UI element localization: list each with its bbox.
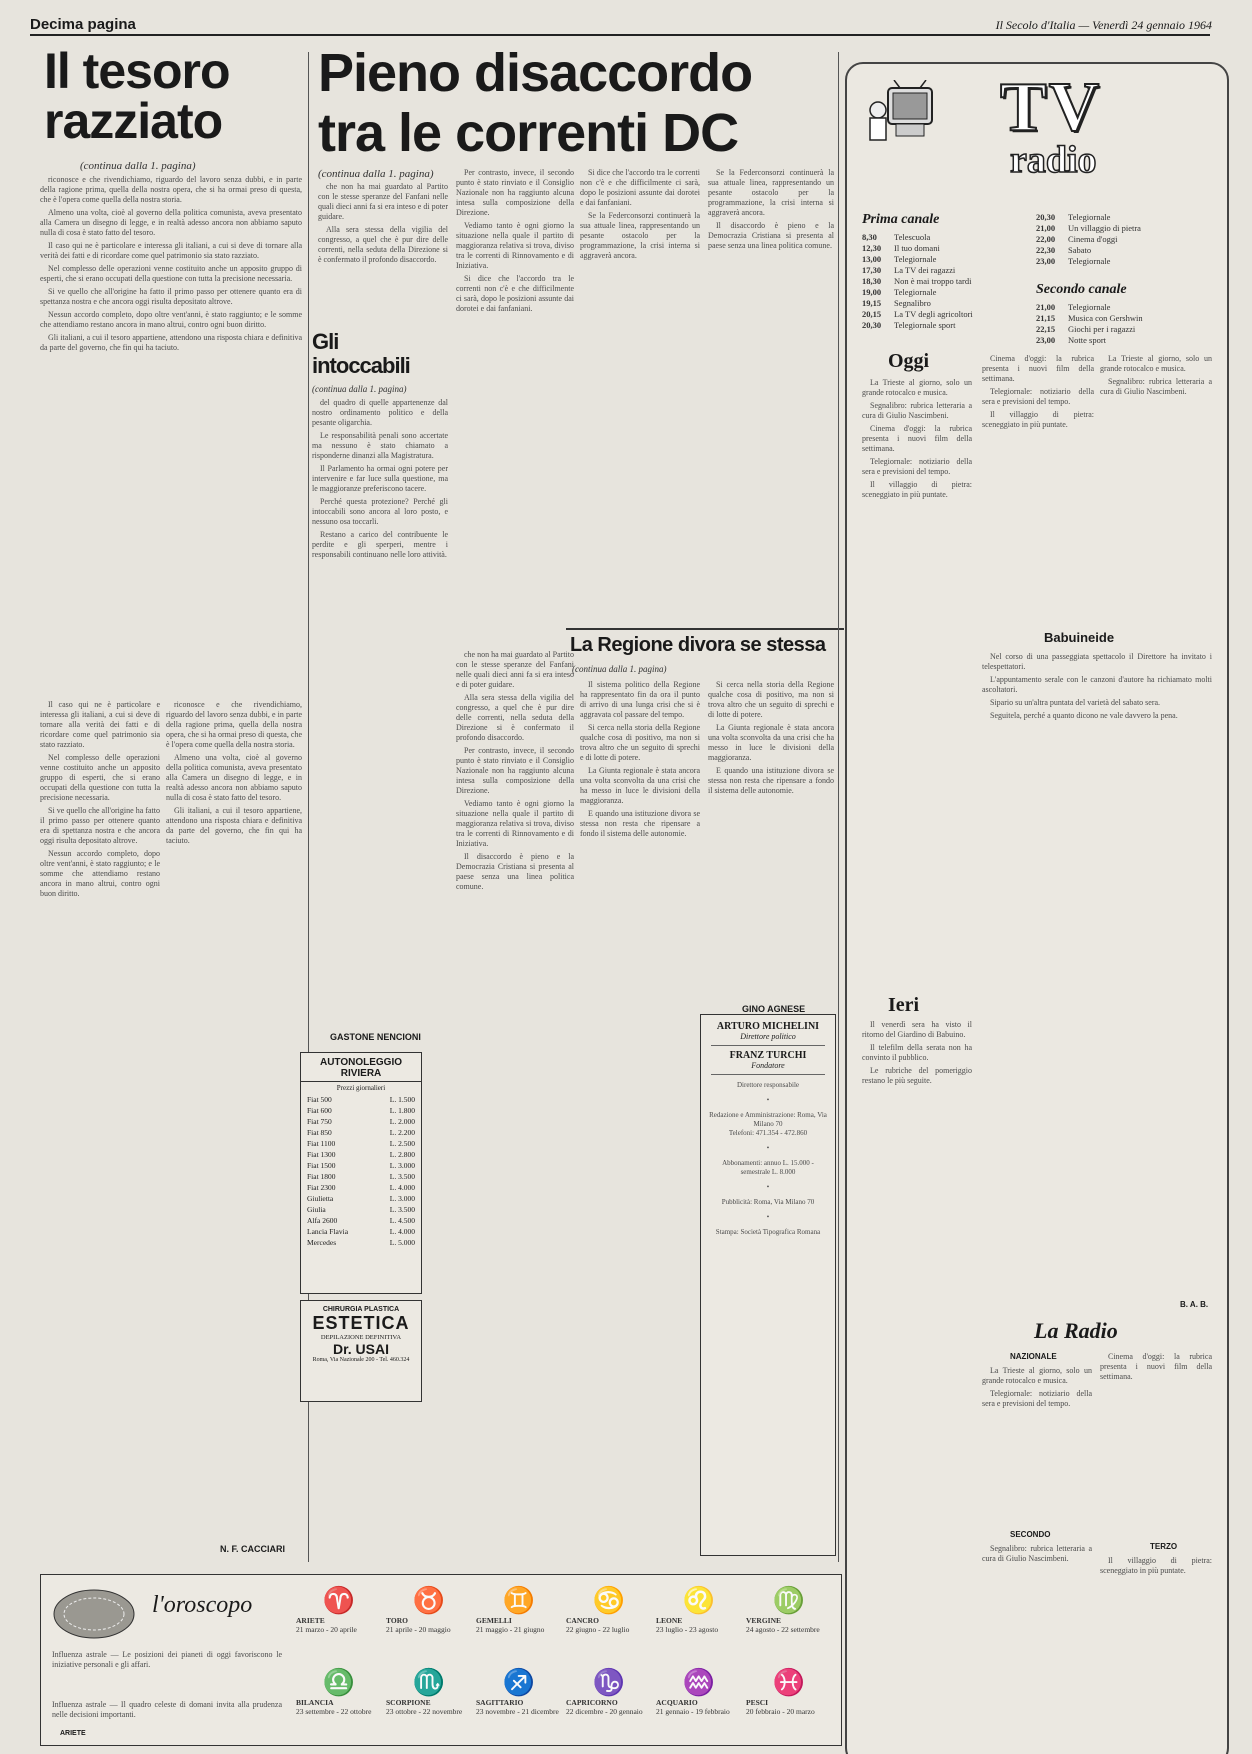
schedule-program: Giochi per i ragazzi [1068, 324, 1136, 334]
oroscopo-intro-2: Influenza astrale — Il quadro celeste di domani invita alla prudenza nelle decisioni importanti. [52, 1700, 282, 1719]
schedule-program: Cinema d'oggi [1068, 234, 1118, 244]
car-model: Fiat 1500 [307, 1161, 336, 1170]
schedule-program: La TV degli agricoltori [894, 309, 973, 319]
babuineide-body: Nel corso di una passeggiata spettacolo il Direttore ha invitato i telespettatori. L'appuntamento serale con le canzoni d'autore ha richiamato molti ascoltatori. Sipario su un'altra puntata del varietà del sabato sera. Seguitela, perché a quanto dicono ne vale davvero la pena. [982, 652, 1212, 720]
autonoleggio-price-row [301, 1182, 421, 1193]
radio-nazionale-body-col2: Cinema d'oggi: la rubrica presenta i nuovi film della settimana. [1100, 1352, 1212, 1381]
schedule-time: 20,15 [862, 309, 882, 319]
dc-title-2: tra le correnti DC [318, 103, 739, 163]
zodiac-dates: 21 maggio - 21 giugno [476, 1625, 545, 1634]
zodiac-leone-icon: ♌ [682, 1586, 716, 1615]
tesoro-body-col1: Il caso qui ne è particolare e interessa gli italiani, a cui si deve di tornare alla verità dei fatti e di ricordare come quel patrimonio sia stato razziato. Nel complesso delle operazioni venne costituito anche un apposito gruppo di esperti, che si erano occupati della questione con tutta la precisione necessaria. Si ve quello che all'origine ha fatto il primo passo per ottenere quanto era di spettanza nostra e che ancora oggi risulta depositato altrove. Nessun accordo completo, dopo oltre vent'anni, è stato raggiunto; e le somme che attendiamo restano ancora in mano altrui, contro ogni buon diritto. [40, 700, 160, 898]
schedule-program: Segnalibro [894, 298, 931, 308]
dc-continuation: (continua dalla 1. pagina) [318, 168, 434, 180]
schedule-row [1036, 335, 1216, 346]
la-radio-title: La Radio [1034, 1318, 1118, 1343]
ieri-body: Il venerdì sera ha visto il ritorno del Giardino di Babuino. Il telefilm della serata non ha convinto il pubblico. Le rubriche del pomeriggio restano le più seguite. [862, 1020, 972, 1085]
schedule-row [862, 298, 1032, 309]
masthead-box [700, 1014, 836, 1556]
schedule-row [862, 243, 1032, 254]
car-price: L. 3.500 [389, 1172, 415, 1181]
zodiac-gemelli-icon: ♊ [502, 1586, 536, 1615]
zodiac-capricorno-icon: ♑ [592, 1668, 626, 1697]
zodiac-sign-acquario [656, 1668, 742, 1716]
zodiac-row-1 [296, 1586, 836, 1666]
autonoleggio-subtitle: Prezzi giornalieri [336, 1084, 386, 1092]
car-model: Giulia [307, 1205, 326, 1214]
schedule-program: Telegiornale [1068, 212, 1111, 222]
car-price: L. 3.000 [389, 1161, 415, 1170]
car-price: L. 2.500 [389, 1139, 415, 1148]
autonoleggio-price-row [301, 1226, 421, 1237]
zodiac-name: ACQUARIO [656, 1698, 698, 1707]
schedule-program: La TV dei ragazzi [894, 265, 956, 275]
zodiac-name: CANCRO [566, 1616, 599, 1625]
autonoleggio-price-row [301, 1138, 421, 1149]
schedule-time: 22,15 [1036, 324, 1056, 334]
autonoleggio-price-row [301, 1193, 421, 1204]
dc-body-col3: Si dice che l'accordo tra le correnti non c'è e che difficilmente ci sarà, dopo le posizioni assunte dai dorotei e dai fanfaniani. Se la Federconsorzi continuerà la sua attuale linea, rappresentando un pesante ostacolo per la programmazione, la crisi interna si aggraverà ancora. [580, 168, 700, 260]
regione-body-col2: Si cerca nella storia della Regione qualche cosa di positivo, ma non si trova altro che un seguito di sprechi e di lotte di potere. La Giunta regionale è stata ancora una volta sconvolta da una crisi che ha messo in luce le divisioni della maggioranza. E quando una istituzione divora se stessa non resta che ripensare a fondo il sistema delle autonomie. [708, 680, 834, 795]
autonoleggio-price-row [301, 1149, 421, 1160]
tesoro-body-top: riconosce e che rivendichiamo, riguardo del lavoro senza dubbi, e in parte della ragione prima, quella della nostra opera, che si ha ormai preso di questa, che è l'opera come quella della nostra storia. Almeno una volta, cioè al governo della politica comunista, aveva presentato alla Camera un disegno di legge, e in realtà adesso ancora non abbiamo saputo nulla di cosa è stato fatto del tesoro. Il caso qui ne è particolare e interessa gli italiani, a cui si deve di tornare alla verità dei fatti e di ricordare come quel patrimonio sia stato razziato. Nel complesso delle operazioni venne costituito anche un apposito gruppo di esperti, che si erano occupati della questione con tutta la precisione necessaria. Si ve quello che all'origine ha fatto il primo passo per ottenere quanto era di spettanza nostra e che ancora oggi risulta depositato altrove. Nessun accordo completo, dopo oltre vent'anni, è stato raggiunto; e le somme che attendiamo restano ancora in mano altrui, contro ogni buon diritto. Gli italiani, a cui il tesoro appartiene, attendono una risposta chiara e definitiva da parte del governo, che fin qui ha taciuto. [40, 175, 302, 352]
estetica-title: ESTETICA [312, 1313, 410, 1333]
tesoro-title-1: Il tesoro [44, 43, 230, 99]
regione-author: GINO AGNESE [742, 1004, 806, 1014]
radio-secondo-label: SECONDO [1010, 1530, 1051, 1539]
dc-body-col2: Per contrasto, invece, il secondo punto è stato rinviato e il Consiglio Nazionale non ha raggiunto alcuna intesa sulla composizione della Direzione. Vediamo tanto è ogni giorno la situazione nella quale il partito di maggioranza relativa si trova, diviso tra le correnti di Rinnovamento e di Iniziativa. Si dice che l'accordo tra le correnti non c'è e che difficilmente ci sarà, dopo le posizioni assunte dai dorotei e dai fanfaniani. [456, 168, 574, 313]
car-price: L. 1.800 [389, 1106, 415, 1115]
schedule-time: 22,00 [1036, 234, 1056, 244]
schedule-time: 21,00 [1036, 302, 1056, 312]
page-label: Decima pagina [30, 16, 136, 33]
intoccabili-author: GASTONE NENCIONI [330, 1032, 421, 1042]
zodiac-dates: 21 aprile - 20 maggio [386, 1625, 451, 1634]
schedule-program: Il tuo domani [894, 243, 940, 253]
zodiac-name: TORO [386, 1616, 408, 1625]
autonoleggio-price-row [301, 1160, 421, 1171]
ad-estetica [300, 1300, 422, 1402]
zodiac-toro-icon: ♉ [412, 1586, 446, 1615]
zodiac-sign-capricorno [566, 1668, 652, 1716]
autonoleggio-price-row [301, 1116, 421, 1127]
zodiac-dates: 22 dicembre - 20 gennaio [566, 1707, 643, 1716]
oggi-body: La Trieste al giorno, solo un grande rotocalco e musica. Segnalibro: rubrica letteraria a cura di Giulio Nascimbeni. Cinema d'oggi: la rubrica presenta i nuovi film della settimana. Telegiornale: notiziario della sera e previsioni del tempo. Il villaggio di pietra: sceneggiato in più puntate. [862, 378, 972, 499]
header-rule [30, 34, 1210, 36]
zodiac-ariete-icon: ♈ [322, 1586, 356, 1615]
regione-body-col1: Il sistema politico della Regione ha rappresentato fin da ora il punto di arrivo di una lunga crisi che si è aggravata col passare del tempo. Si cerca nella storia della Regione qualche cosa di positivo, ma non si trova altro che un seguito di sprechi e di lotte di potere. La Giunta regionale è stata ancora una volta sconvolta da una crisi che ha messo in luce le divisioni della maggioranza. E quando una istituzione divora se stessa non resta che ripensare a fondo il sistema delle autonomie. [580, 680, 700, 838]
dc-body-col1: che non ha mai guardato al Partito con le stesse speranze del Fanfani nelle quali dieci anni fa si era inteso e di poter guidare. Alla sera stessa della vigilia del congresso, a quel che è pur dire delle correnti, nella seduta della Direzione si è confermato il profondo disaccordo. [318, 182, 448, 264]
estetica-address: Roma, Via Nazionale 200 - Tel. 460.324 [312, 1357, 410, 1363]
zodiac-name: LEONE [656, 1616, 683, 1625]
autonoleggio-price-row [301, 1237, 421, 1248]
estetica-line2: DEPILAZIONE DEFINITIVA [320, 1334, 402, 1341]
autonoleggio-price-list [301, 1094, 421, 1248]
car-model: Fiat 2300 [307, 1183, 336, 1192]
zodiac-vergine-icon: ♍ [772, 1586, 806, 1615]
zodiac-dates: 23 novembre - 21 dicembre [476, 1707, 559, 1716]
regione-continuation: (continua dalla 1. pagina) [572, 664, 667, 674]
schedule-row [862, 265, 1032, 276]
schedule-row [862, 309, 1032, 320]
autonoleggio-price-row [301, 1171, 421, 1182]
intoccabili-continuation: (continua dalla 1. pagina) [312, 384, 407, 394]
intoccabili-title-1: Gli [312, 329, 339, 354]
zodiac-dates: 23 settembre - 22 ottobre [296, 1707, 372, 1716]
masthead-details: Direttore responsabile • Redazione e Amministrazione: Roma, Via Milano 70 Telefoni: 471.354 - 472.860 • Abbonamenti: annuo L. 15.000 - semestrale L. 8.000 • Pubblicità: Roma, Via Milano 70 • Stampa: Società Tipografica Romana [709, 1081, 827, 1236]
schedule-time: 18,30 [862, 276, 882, 286]
masthead-line: Il Secolo d'Italia — Venerdì 24 gennaio 1964 [995, 18, 1212, 32]
car-price: L. 4.000 [389, 1183, 415, 1192]
car-model: Giulietta [307, 1194, 334, 1203]
car-price: L. 4.000 [389, 1227, 415, 1236]
zodiac-sign-leone [656, 1586, 742, 1634]
regione-rule [566, 628, 844, 630]
car-model: Fiat 1800 [307, 1172, 336, 1181]
babuineide-title: Babuineide [1044, 630, 1115, 645]
zodiac-dates: 22 giugno - 22 luglio [566, 1625, 630, 1634]
radio-nazionale-label: NAZIONALE [1010, 1352, 1057, 1361]
regione-title: La Regione divora se stessa [570, 634, 826, 656]
schedule-row [1036, 234, 1216, 245]
prima-canale-schedule-evening [1036, 212, 1216, 267]
schedule-program: Non è mai troppo tardi [894, 276, 972, 286]
oroscopo-footer: ARIETE [60, 1730, 86, 1737]
zodiac-sign-bilancia [296, 1668, 382, 1716]
zodiac-dates: 23 ottobre - 22 novembre [386, 1707, 463, 1716]
car-model: Lancia Flavia [307, 1227, 349, 1236]
zodiac-name: GEMELLI [476, 1616, 512, 1625]
car-price: L. 3.500 [389, 1205, 415, 1214]
tesoro-title-2: razziato [44, 93, 223, 149]
director-name: ARTURO MICHELINI [716, 1021, 820, 1032]
oggi-body-col3: La Trieste al giorno, solo un grande rotocalco e musica. Segnalibro: rubrica letteraria a cura di Giulio Nascimbeni. [1100, 354, 1212, 396]
editor-name: FRANZ TURCHI [729, 1050, 807, 1061]
car-model: Fiat 1300 [307, 1150, 336, 1159]
autonoleggio-price-row [301, 1215, 421, 1226]
zodiac-dates: 24 agosto - 22 settembre [746, 1625, 820, 1634]
car-model: Fiat 1100 [307, 1139, 336, 1148]
tesoro-body-col2: riconosce e che rivendichiamo, riguardo del lavoro senza dubbi, e in parte della ragione prima, quella della nostra opera, che si ha ormai preso di questa, che è l'opera come quella della nostra storia. Almeno una volta, cioè al governo della politica comunista, aveva presentato alla Camera un disegno di legge, e in realtà adesso ancora non abbiamo saputo nulla di cosa è stato fatto del tesoro. Gli italiani, a cui il tesoro appartiene, attendono una risposta chiara e definitiva da parte del governo, che fin qui ha taciuto. [166, 700, 302, 845]
schedule-program: Telegiornale [1068, 302, 1111, 312]
autonoleggio-price-row [301, 1105, 421, 1116]
car-model: Mercedes [307, 1238, 337, 1247]
zodiac-dates: 21 gennaio - 19 febbraio [656, 1707, 730, 1716]
car-price: L. 2.800 [389, 1150, 415, 1159]
babuineide-signature: B. A. B. [1180, 1300, 1209, 1309]
autonoleggio-price-row [301, 1204, 421, 1215]
schedule-row [1036, 212, 1216, 223]
car-price: L. 4.500 [389, 1216, 415, 1225]
oroscopo-title: l'oroscopo [152, 1592, 253, 1618]
zodiac-cancro-icon: ♋ [592, 1586, 626, 1615]
oggi-body-col2: Cinema d'oggi: la rubrica presenta i nuovi film della settimana. Telegiornale: notiziario della sera e previsioni del tempo. Il villaggio di pietra: sceneggiato in più puntate. [982, 354, 1094, 429]
schedule-program: Sabato [1068, 245, 1092, 255]
ad-autonoleggio [300, 1052, 422, 1294]
zodiac-sign-gemelli [476, 1586, 562, 1634]
zodiac-sign-toro [386, 1586, 472, 1634]
schedule-time: 13,00 [862, 254, 882, 264]
tesoro-author: N. F. CACCIARI [220, 1544, 285, 1554]
masthead-sep [711, 1045, 825, 1046]
autonoleggio-title: AUTONOLEGGIO RIVIERA [301, 1053, 421, 1082]
car-price: L. 3.000 [389, 1194, 415, 1203]
zodiac-name: ARIETE [296, 1616, 325, 1625]
schedule-row [1036, 256, 1216, 267]
editor-role: Fondatore [751, 1061, 785, 1070]
schedule-time: 17,30 [862, 265, 882, 275]
schedule-time: 21,00 [1036, 223, 1056, 233]
schedule-program: Telegiornale [1068, 256, 1111, 266]
schedule-time: 21,15 [1036, 313, 1056, 323]
radio-terzo-body: Il villaggio di pietra: sceneggiato in più puntate. [1100, 1556, 1212, 1575]
oroscopo-intro-1: Influenza astrale — Le posizioni dei pianeti di oggi favoriscono le iniziative personali e gli affari. [52, 1650, 282, 1669]
zodiac-sign-ariete [296, 1586, 382, 1634]
masthead-sep [711, 1074, 825, 1075]
schedule-time: 19,15 [862, 298, 882, 308]
zodiac-sign-pesci [746, 1668, 832, 1716]
schedule-program: Telescuola [894, 232, 931, 242]
schedule-row [862, 320, 1032, 331]
schedule-program: Telegiornale [894, 254, 937, 264]
car-model: Fiat 600 [307, 1106, 332, 1115]
dc-body-col2-lower: che non ha mai guardato al Partito con le stesse speranze del Fanfani nelle quali dieci anni fa si era inteso e di poter guidare. Alla sera stessa della vigilia del congresso, a quel che è pur dire delle correnti, nella seduta della Direzione si è confermato il profondo disaccordo. Per contrasto, invece, il secondo punto è stato rinviato e il Consiglio Nazionale non ha raggiunto alcuna intesa sulla composizione della Direzione. Vediamo tanto è ogni giorno la situazione nella quale il partito di maggioranza relativa si trova, diviso tra le correnti di Rinnovamento e di Iniziativa. Il disaccordo è pieno e la Democrazia Cristiana si presenta al paese senza una linea politica comune. [456, 650, 574, 891]
car-model: Alfa 2600 [307, 1216, 338, 1225]
zodiac-dates: 20 febbraio - 20 marzo [746, 1707, 815, 1716]
schedule-row [1036, 313, 1216, 324]
schedule-row [1036, 223, 1216, 234]
zodiac-name: VERGINE [746, 1616, 782, 1625]
tv-logo: TV [1000, 69, 1102, 146]
car-model: Fiat 500 [307, 1095, 332, 1104]
car-price: L. 2.200 [389, 1128, 415, 1137]
zodiac-bilancia-icon: ♎ [322, 1668, 356, 1697]
schedule-row [1036, 302, 1216, 313]
zodiac-row-2 [296, 1668, 836, 1738]
autonoleggio-price-row [301, 1127, 421, 1138]
zodiac-name: CAPRICORNO [566, 1698, 618, 1707]
zodiac-name: BILANCIA [296, 1698, 334, 1707]
schedule-time: 22,30 [1036, 245, 1056, 255]
estetica-doctor: Dr. USAI [332, 1341, 389, 1357]
schedule-program: Notte sport [1068, 335, 1107, 345]
schedule-time: 8,30 [862, 232, 877, 242]
schedule-time: 20,30 [862, 320, 882, 330]
zodiac-sign-cancro [566, 1586, 652, 1634]
zodiac-name: SAGITTARIO [476, 1698, 524, 1707]
tesoro-continuation: (continua dalla 1. pagina) [80, 160, 196, 172]
radio-secondo-body: Segnalibro: rubrica letteraria a cura di Giulio Nascimbeni. [982, 1544, 1092, 1563]
ieri-title: Ieri [888, 994, 920, 1016]
schedule-row [1036, 245, 1216, 256]
schedule-time: 23,00 [1036, 335, 1056, 345]
schedule-row [1036, 324, 1216, 335]
schedule-time: 23,00 [1036, 256, 1056, 266]
schedule-row [862, 276, 1032, 287]
dc-body-col4: Se la Federconsorzi continuerà la sua attuale linea, rappresentando un pesante ostacolo per la programmazione, la crisi interna si aggraverà ancora. Il disaccordo è pieno e la Democrazia Cristiana si presenta al paese senza una linea politica comune. [708, 168, 834, 250]
zodiac-pesci-icon: ♓ [772, 1668, 806, 1697]
intoccabili-body: del quadro di quelle appartenenze dal nostro ordinamento politico e della pesante oligarchia. Le responsabilità penali sono accertate ma nessuno è stato chiamato a risponderne dinanzi alla Magistratura. Il Parlamento ha ormai ogni potere per intervenire e far luce sulla questione, ma le maggioranze preferiscono tacere. Perché questa protezione? Perché gli intoccabili sono ancora al loro posto, e nessuno osa toccarli. Restano a carico del contribuente le perdite e gli sperperi, mentre i responsabili continuano nelle loro attività. [312, 398, 448, 559]
schedule-row [862, 287, 1032, 298]
car-price: L. 1.500 [389, 1095, 415, 1104]
zodiac-sign-vergine [746, 1586, 832, 1634]
radio-logo: radio [1010, 139, 1097, 181]
television-icon [860, 80, 940, 150]
schedule-row [862, 232, 1032, 243]
dc-title-1: Pieno disaccordo [318, 43, 753, 103]
schedule-time: 20,30 [1036, 212, 1056, 222]
zodiac-acquario-icon: ♒ [682, 1668, 716, 1697]
zodiac-dates: 23 luglio - 23 agosto [656, 1625, 719, 1634]
zodiac-name: SCORPIONE [386, 1698, 431, 1707]
zodiac-sign-sagittario [476, 1668, 562, 1716]
car-price: L. 2.000 [389, 1117, 415, 1126]
prima-canale-title: Prima canale [862, 212, 940, 227]
zodiac-name: PESCI [746, 1698, 769, 1707]
oroscopo-medallion-icon [52, 1588, 136, 1640]
schedule-program: Un villaggio di pietra [1068, 223, 1141, 233]
schedule-program: Telegiornale sport [894, 320, 956, 330]
radio-nazionale-body: La Trieste al giorno, solo un grande rotocalco e musica. Telegiornale: notiziario della sera e previsioni del tempo. [982, 1366, 1092, 1408]
zodiac-sign-scorpione [386, 1668, 472, 1716]
intoccabili-title-2: intoccabili [312, 353, 410, 378]
secondo-canale-schedule [1036, 302, 1216, 346]
car-model: Fiat 750 [307, 1117, 332, 1126]
director-role: Direttore politico [740, 1032, 796, 1041]
secondo-canale-title: Secondo canale [1036, 282, 1127, 297]
schedule-row [862, 254, 1032, 265]
zodiac-dates: 21 marzo - 20 aprile [296, 1625, 357, 1634]
radio-terzo-label: TERZO [1150, 1542, 1178, 1551]
column-rule-2 [838, 52, 839, 1562]
schedule-time: 19,00 [862, 287, 882, 297]
oggi-title: Oggi [888, 350, 930, 372]
car-price: L. 5.000 [389, 1238, 415, 1247]
schedule-time: 12,30 [862, 243, 882, 253]
estetica-line1: CHIRURGIA PLASTICA [322, 1306, 400, 1313]
autonoleggio-price-row [301, 1094, 421, 1105]
schedule-program: Telegiornale [894, 287, 937, 297]
zodiac-scorpione-icon: ♏ [412, 1668, 446, 1697]
zodiac-sagittario-icon: ♐ [502, 1668, 536, 1697]
car-model: Fiat 850 [307, 1128, 332, 1137]
prima-canale-schedule [862, 232, 1032, 331]
schedule-program: Musica con Gershwin [1068, 313, 1143, 323]
